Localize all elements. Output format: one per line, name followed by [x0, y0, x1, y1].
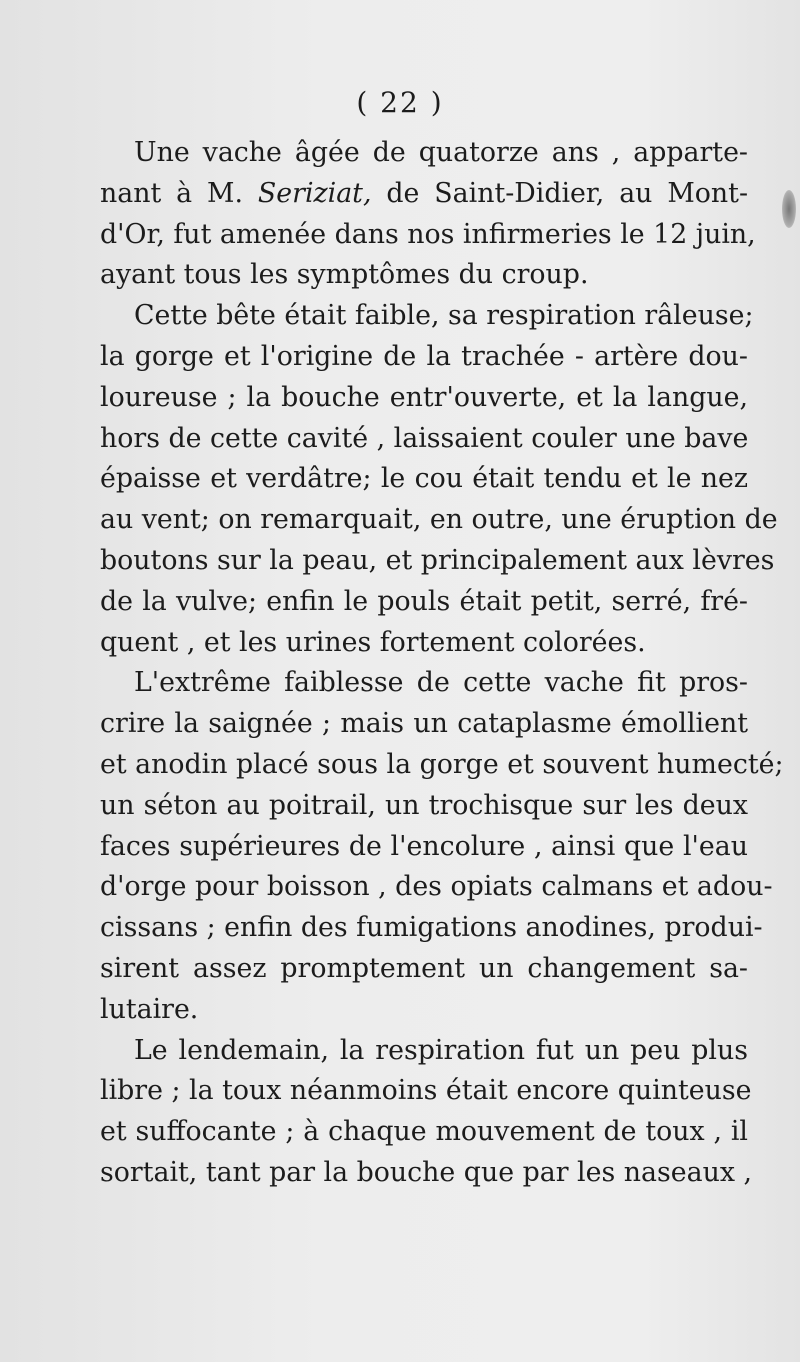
text-line [100, 174, 748, 215]
text-line: sortait, tant par la bouche que par les naseaux , [100, 1156, 752, 1188]
text-line: et suffocante ; à chaque mouvement de toux , il [100, 1116, 748, 1148]
text-line: d'Or, fut amenée dans nos infirmeries le 12 juin, [100, 218, 756, 250]
text-line: faces supérieures de l'encolure , ainsi que l'eau [100, 830, 748, 862]
text-line: quent , et les urines fortement colorées. [100, 626, 646, 658]
text-line: lutaire. [100, 993, 199, 1025]
text-line: L'extrême faiblesse de cette vache fit pros- [134, 667, 748, 699]
person-name: Seriziat, [257, 177, 372, 209]
text-line: Cette bête était faible, sa respiration râleuse; [134, 300, 754, 332]
margin-ink-spot [782, 190, 796, 228]
text-line: cissans ; enfin des fumigations anodines, produi- [100, 912, 763, 944]
text-line: d'orge pour boisson , des opiats calmans et adou- [100, 871, 773, 903]
body-text [100, 133, 784, 1194]
text-fragment: de Saint-Didier, au Mont- [371, 177, 748, 209]
text-line: Le lendemain, la respiration fut un peu plus [134, 1034, 748, 1066]
text-line: libre ; la toux néanmoins était encore quinteuse [100, 1075, 752, 1107]
text-line: et anodin placé sous la gorge et souvent humecté; [100, 748, 784, 780]
text-line: épaisse et verdâtre; le cou était tendu et le nez [100, 463, 748, 495]
text-line: de la vulve; enfin le pouls était petit, serré, fré- [100, 585, 748, 617]
text-line: hors de cette cavité , laissaient couler une bave [100, 422, 749, 454]
text-fragment: nant à M. [100, 177, 258, 209]
text-line: la gorge et l'origine de la trachée - artère dou- [100, 340, 748, 372]
text-line: Une vache âgée de quatorze ans , apparte- [134, 137, 748, 168]
page-number: ( 22 ) [356, 86, 444, 119]
text-line: ayant tous les symptômes du croup. [100, 259, 589, 291]
text-line: loureuse ; la bouche entr'ouverte, et la langue, [100, 381, 748, 413]
text-line: boutons sur la peau, et principalement aux lèvres [100, 544, 775, 576]
text-line: sirent assez promptement un changement sa- [100, 952, 748, 984]
text-line: un séton au poitrail, un trochisque sur les deux [100, 789, 748, 821]
text-line: crire la saignée ; mais un cataplasme émollient [100, 708, 748, 740]
text-line: au vent; on remarquait, en outre, une éruption de [100, 504, 778, 536]
